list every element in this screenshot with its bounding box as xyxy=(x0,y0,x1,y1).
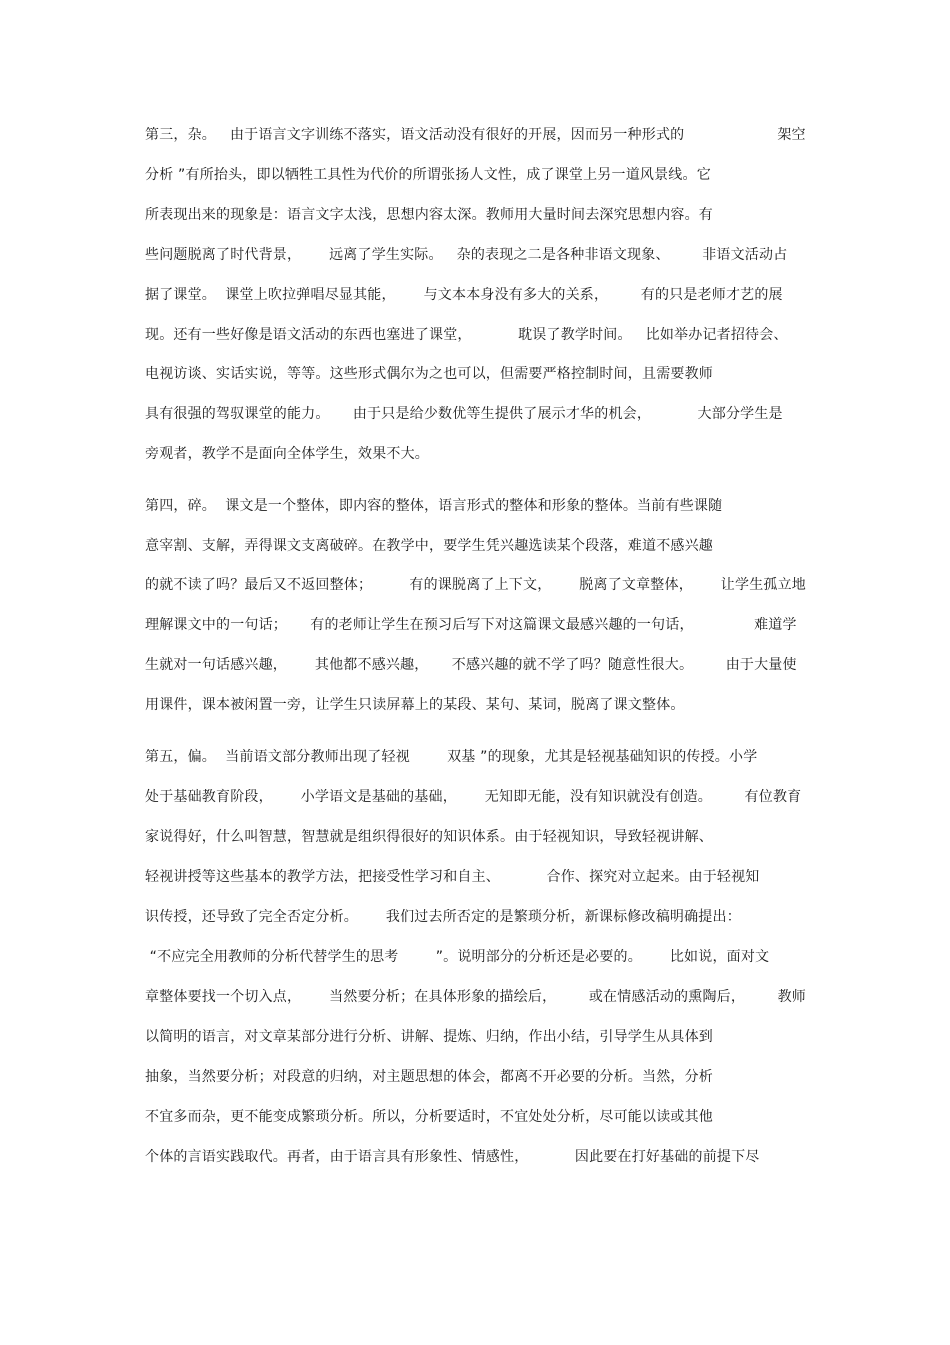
text-line: 所表现出来的现象是：语言文字太浅，思想内容太深。教师用大量时间去深究思想内容。有 xyxy=(145,207,713,223)
text-line: 抽象，当然要分析；对段意的归纳，对主题思想的体会，都离不开必要的分析。当然，分析 xyxy=(145,1069,713,1085)
text-line: 些问题脱离了时代背景， 远离了学生实际。 杂的表现之二是各种非语文现象、 非语文活动占 xyxy=(145,247,788,263)
text-line: 不宜多而杂，更不能变成繁琐分析。所以，分析要适时，不宜处处分析，尽可能以读或其他 xyxy=(145,1109,713,1125)
text-line: 家说得好，什么叫智慧，智慧就是组织得很好的知识体系。由于轻视知识，导致轻视讲解、 xyxy=(145,829,713,845)
text-line: 具有很强的驾驭课堂的能力。 由于只是给少数优等生提供了展示才华的机会， 大部分学生是 xyxy=(145,406,783,422)
text-line: 章整体要找一个切入点， 当然要分析；在具体形象的描绘后， 或在情感活动的熏陶后， 教师 xyxy=(145,989,807,1005)
text-line: 生就对一句话感兴趣， 其他都不感兴趣， 不感兴趣的就不学了吗？随意性很大。 由于大量使 xyxy=(145,657,797,673)
text-line: “不应完全用教师的分析代替学生的思考 ”。说明部分的分析还是必要的。 比如说，面对文 xyxy=(145,949,770,965)
text-line: 用课件，课本被闲置一旁，让学生只读屏幕上的某段、某句、某词，脱离了课文整体。 xyxy=(145,697,685,713)
text-line: 旁观者，教学不是面向全体学生，效果不大。 xyxy=(145,446,429,462)
text-line: 个体的言语实践取代。再者，由于语言具有形象性、情感性， 因此要在打好基础的前提下尽 xyxy=(145,1149,760,1165)
text-line: 意宰割、支解，弄得课文支离破碎。在教学中，要学生凭兴趣选读某个段落，难道不感兴趣 xyxy=(145,538,713,554)
text-line: 以简明的语言，对文章某部分进行分析、讲解、提炼、归纳，作出小结，引导学生从具体到 xyxy=(145,1029,713,1045)
text-line: 电视访谈、实话实说，等等。这些形式偶尔为之也可以，但需要严格控制时间，且需要教师 xyxy=(145,366,713,382)
text-line: 分析 ”有所抬头，即以牺牲工具性为代价的所谓张扬人文性，成了课堂上另一道风景线。它 xyxy=(145,167,711,183)
text-line: 的就不读了吗？最后又不返回整体； 有的课脱离了上下文， 脱离了文章整体， 让学生孤立地 xyxy=(145,577,807,593)
text-line: 第五，偏。 当前语文部分教师出现了轻视 双基 ”的现象，尤其是轻视基础知识的传授。小学 xyxy=(145,749,758,765)
text-line: 据了课堂。 课堂上吹拉弹唱尽显其能， 与文本本身没有多大的关系， 有的只是老师才艺的展 xyxy=(145,287,783,303)
text-line: 识传授，还导致了完全否定分析。 我们过去所否定的是繁琐分析，新课标修改稿明确提出： xyxy=(145,909,741,925)
text-line: 轻视讲授等这些基本的教学方法，把接受性学习和自主、 合作、探究对立起来。由于轻视知 xyxy=(145,869,760,885)
text-line: 处于基础教育阶段， 小学语文是基础的基础， 无知即无能，没有知识就没有创造。 有位教育 xyxy=(145,789,802,805)
text-line: 理解课文中的一句话； 有的老师让学生在预习后写下对这篇课文最感兴趣的一句话， 难道学 xyxy=(145,617,797,633)
text-line: 第四，碎。 课文是一个整体，即内容的整体，语言形式的整体和形象的整体。当前有些课随 xyxy=(145,498,723,514)
text-line: 现。还有一些好像是语文活动的东西也塞进了课堂， 耽误了教学时间。 比如举办记者招待会、 xyxy=(145,327,788,343)
text-line: 第三，杂。 由于语言文字训练不落实，语文活动没有很好的开展，因而另一种形式的 架空 xyxy=(145,127,806,143)
